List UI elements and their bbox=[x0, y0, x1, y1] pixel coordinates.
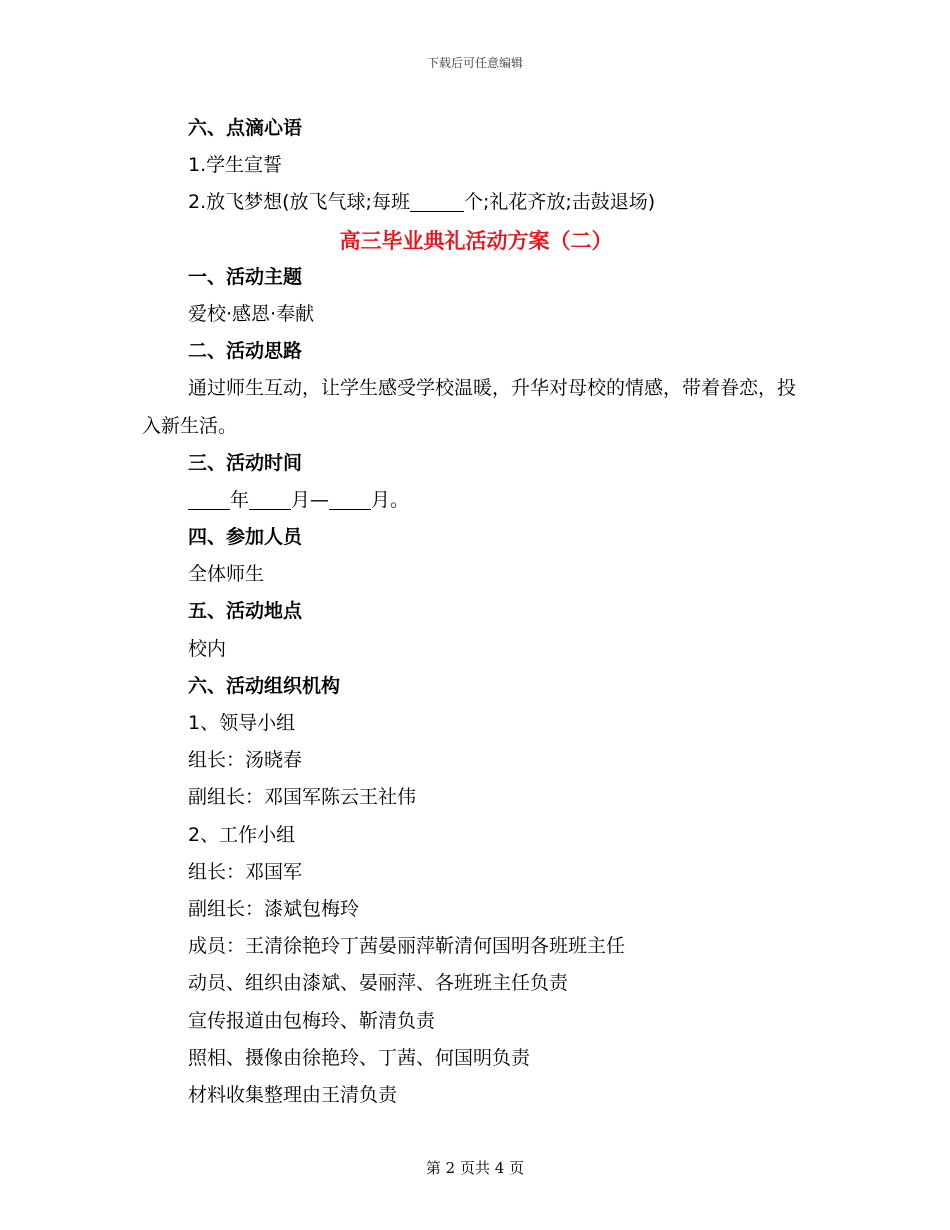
list-item: 照相、摄像由徐艳玲、丁茜、何国明负责 bbox=[188, 1046, 531, 1069]
list-item: 材料收集整理由王清负责 bbox=[188, 1083, 398, 1106]
list-item-text: 2.放飞梦想(放飞气球;每班 bbox=[188, 191, 410, 214]
document-body bbox=[142, 110, 810, 1114]
date-unit: 月。 bbox=[371, 488, 410, 511]
list-item: 组长：邓国军 bbox=[188, 860, 303, 883]
section-heading: 一、活动主题 bbox=[188, 265, 303, 288]
list-item: 动员、组织由漆斌、晏丽萍、各班班主任负责 bbox=[188, 972, 569, 995]
header-note: 下载后可任意编辑 bbox=[426, 56, 523, 70]
list-item: 组长：汤晓春 bbox=[188, 749, 303, 772]
fill-blank bbox=[188, 508, 230, 510]
list-item: 2、工作小组 bbox=[188, 823, 296, 846]
page-number: 第 2 页共 4 页 bbox=[425, 1159, 525, 1177]
section-heading: 四、参加人员 bbox=[188, 526, 303, 549]
list-item: 副组长：漆斌包梅玲 bbox=[188, 897, 360, 920]
date-unit: 年 bbox=[230, 488, 250, 511]
paragraph: 爱校·感恩·奉献 bbox=[188, 302, 315, 325]
section-heading: 六、点滴心语 bbox=[188, 117, 303, 139]
section-heading: 三、活动时间 bbox=[188, 451, 303, 474]
fill-blank bbox=[329, 508, 371, 510]
section-heading: 五、活动地点 bbox=[188, 600, 303, 623]
paragraph: 校内 bbox=[188, 637, 227, 660]
paragraph: 全体师生 bbox=[188, 563, 265, 586]
fill-blank bbox=[410, 210, 464, 212]
section-heading: 二、活动思路 bbox=[188, 340, 303, 363]
list-item: 1、领导小组 bbox=[188, 712, 296, 735]
document-title: 高三毕业典礼活动方案（二） bbox=[339, 227, 613, 253]
paragraph: 通过师生互动，让学生感受学校温暖，升华对母校的情感，带着眷恋，投入新生活。 bbox=[142, 377, 797, 437]
date-unit: 月— bbox=[291, 488, 330, 511]
list-item bbox=[142, 184, 810, 221]
list-item: 副组长：邓国军陈云王社伟 bbox=[188, 786, 417, 809]
paragraph bbox=[142, 482, 810, 519]
list-item: 成员：王清徐艳玲丁茜晏丽萍靳清何国明各班班主任 bbox=[188, 935, 626, 958]
list-item-text: 个;礼花齐放;击鼓退场) bbox=[463, 191, 656, 214]
list-item: 1.学生宣誓 bbox=[188, 154, 283, 177]
section-heading: 六、活动组织机构 bbox=[188, 674, 341, 697]
list-item: 宣传报道由包梅玲、靳清负责 bbox=[188, 1009, 436, 1032]
fill-blank bbox=[249, 508, 291, 510]
